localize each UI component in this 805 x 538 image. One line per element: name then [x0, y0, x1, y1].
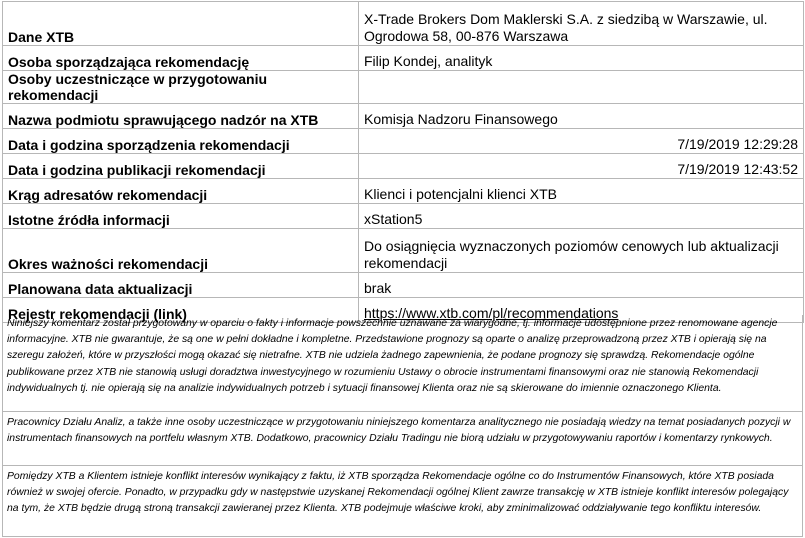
- table-row: [3, 104, 804, 129]
- disclaimer-notes: [2, 315, 803, 537]
- disclaimer-note-analysts: Pracownicy Działu Analiz, a także inne osoby uczestniczące w przygotowaniu niniejszego komentarza analitycznego nie posiadają wiedzy na temat posiadanych pozycji w instrumentach finansowych na portfelu własnym XTB. Dodatkowo, pracownicy Działu Tradingu nie biorą udziału w przygotowywaniu raportów i komentarzy rynkowych.: [2, 412, 803, 466]
- disclosure-table: [2, 1, 804, 323]
- recommendations-register-link[interactable]: https://www.xtb.com/pl/recommendations: [364, 305, 619, 321]
- row-label: Planowana data aktualizacji: [3, 273, 359, 298]
- table-row: [3, 71, 804, 104]
- table-row: [3, 229, 804, 273]
- table-row: [3, 179, 804, 204]
- table-row: [3, 154, 804, 179]
- row-label: Data i godzina sporządzenia rekomendacji: [3, 129, 359, 154]
- row-value: 7/19/2019 12:29:28: [359, 129, 804, 154]
- row-value: Komisja Nadzoru Finansowego: [359, 104, 804, 129]
- row-value: 7/19/2019 12:43:52: [359, 154, 804, 179]
- row-label: Nazwa podmiotu sprawującego nadzór na XTB: [3, 104, 359, 129]
- row-label: Osoba sporządzająca rekomendację: [3, 46, 359, 71]
- row-value: [359, 71, 804, 104]
- row-label: Data i godzina publikacji rekomendacji: [3, 154, 359, 179]
- table-row: [3, 46, 804, 71]
- row-value: Klienci i potencjalni klienci XTB: [359, 179, 804, 204]
- table-row: [3, 129, 804, 154]
- row-value: brak: [359, 273, 804, 298]
- row-label: Rejestr rekomendacji (link): [3, 298, 359, 323]
- row-value: xStation5: [359, 204, 804, 229]
- row-value: X-Trade Brokers Dom Maklerski S.A. z siedzibą w Warszawie, ul. Ogrodowa 58, 00-876 Warszawa: [359, 2, 804, 46]
- table-row: [3, 273, 804, 298]
- row-label: Krąg adresatów rekomendacji: [3, 179, 359, 204]
- row-label: Osoby uczestniczące w przygotowaniu rekomendacji: [3, 71, 359, 104]
- disclaimer-note-conflict: Pomiędzy XTB a Klientem istnieje konflikt interesów wynikający z faktu, iż XTB sporządza Rekomendacje ogólne co do Instrumentów Finansowych, które XTB posiada również w swojej ofercie. Ponadto, w przypadku gdy w następstwie uzyskanej Rekomendacji ogólnej Klient zawrze transakcję w XTB istnieje konflikt interesów polegający na tym, że XTB będzie drugą stroną transakcji zawieranej przez Klienta. XTB podejmuje właściwe kroki, aby zminimalizować oddziaływanie tego konfliktu interesów.: [2, 466, 803, 537]
- row-value: Do osiągnięcia wyznaczonych poziomów cenowych lub aktualizacji rekomendacji: [359, 229, 804, 273]
- row-label: Dane XTB: [3, 2, 359, 46]
- row-label: Okres ważności rekomendacji: [3, 229, 359, 273]
- row-value: Filip Kondej, analityk: [359, 46, 804, 71]
- disclaimer-note-basis: Niniejszy komentarz został przygotowany w oparciu o fakty i informacje powszechnie uznawane za wiarygodne, tj. informacje udostępnione przez renomowane agencje informacyjne. XTB nie gwarantuje, że są one w pełni dokładne i kompletne. Przedstawione prognozy są oparte o analizę przeprowadzoną przez XTB i opierają się na szeregu założeń, które w przyszłości mogą okazać się nietrafne. XTB nie udziela żadnego zapewnienia, że podane prognozy się sprawdzą. Rekomendacje ogólne publikowane przez XTB nie stanowią usługi doradztwa inwestycyjnego w rozumieniu Ustawy o obrocie instrumentami finansowymi oraz nie stanowią Rekomendacji indywidualnych tj. nie opierają się na analizie indywidualnych potrzeb i sytuacji finansowej Klienta oraz nie są skierowane do imiennie oznaczonego Klienta.: [2, 315, 803, 412]
- row-label: Istotne źródła informacji: [3, 204, 359, 229]
- table-row: [3, 2, 804, 46]
- table-row: [3, 204, 804, 229]
